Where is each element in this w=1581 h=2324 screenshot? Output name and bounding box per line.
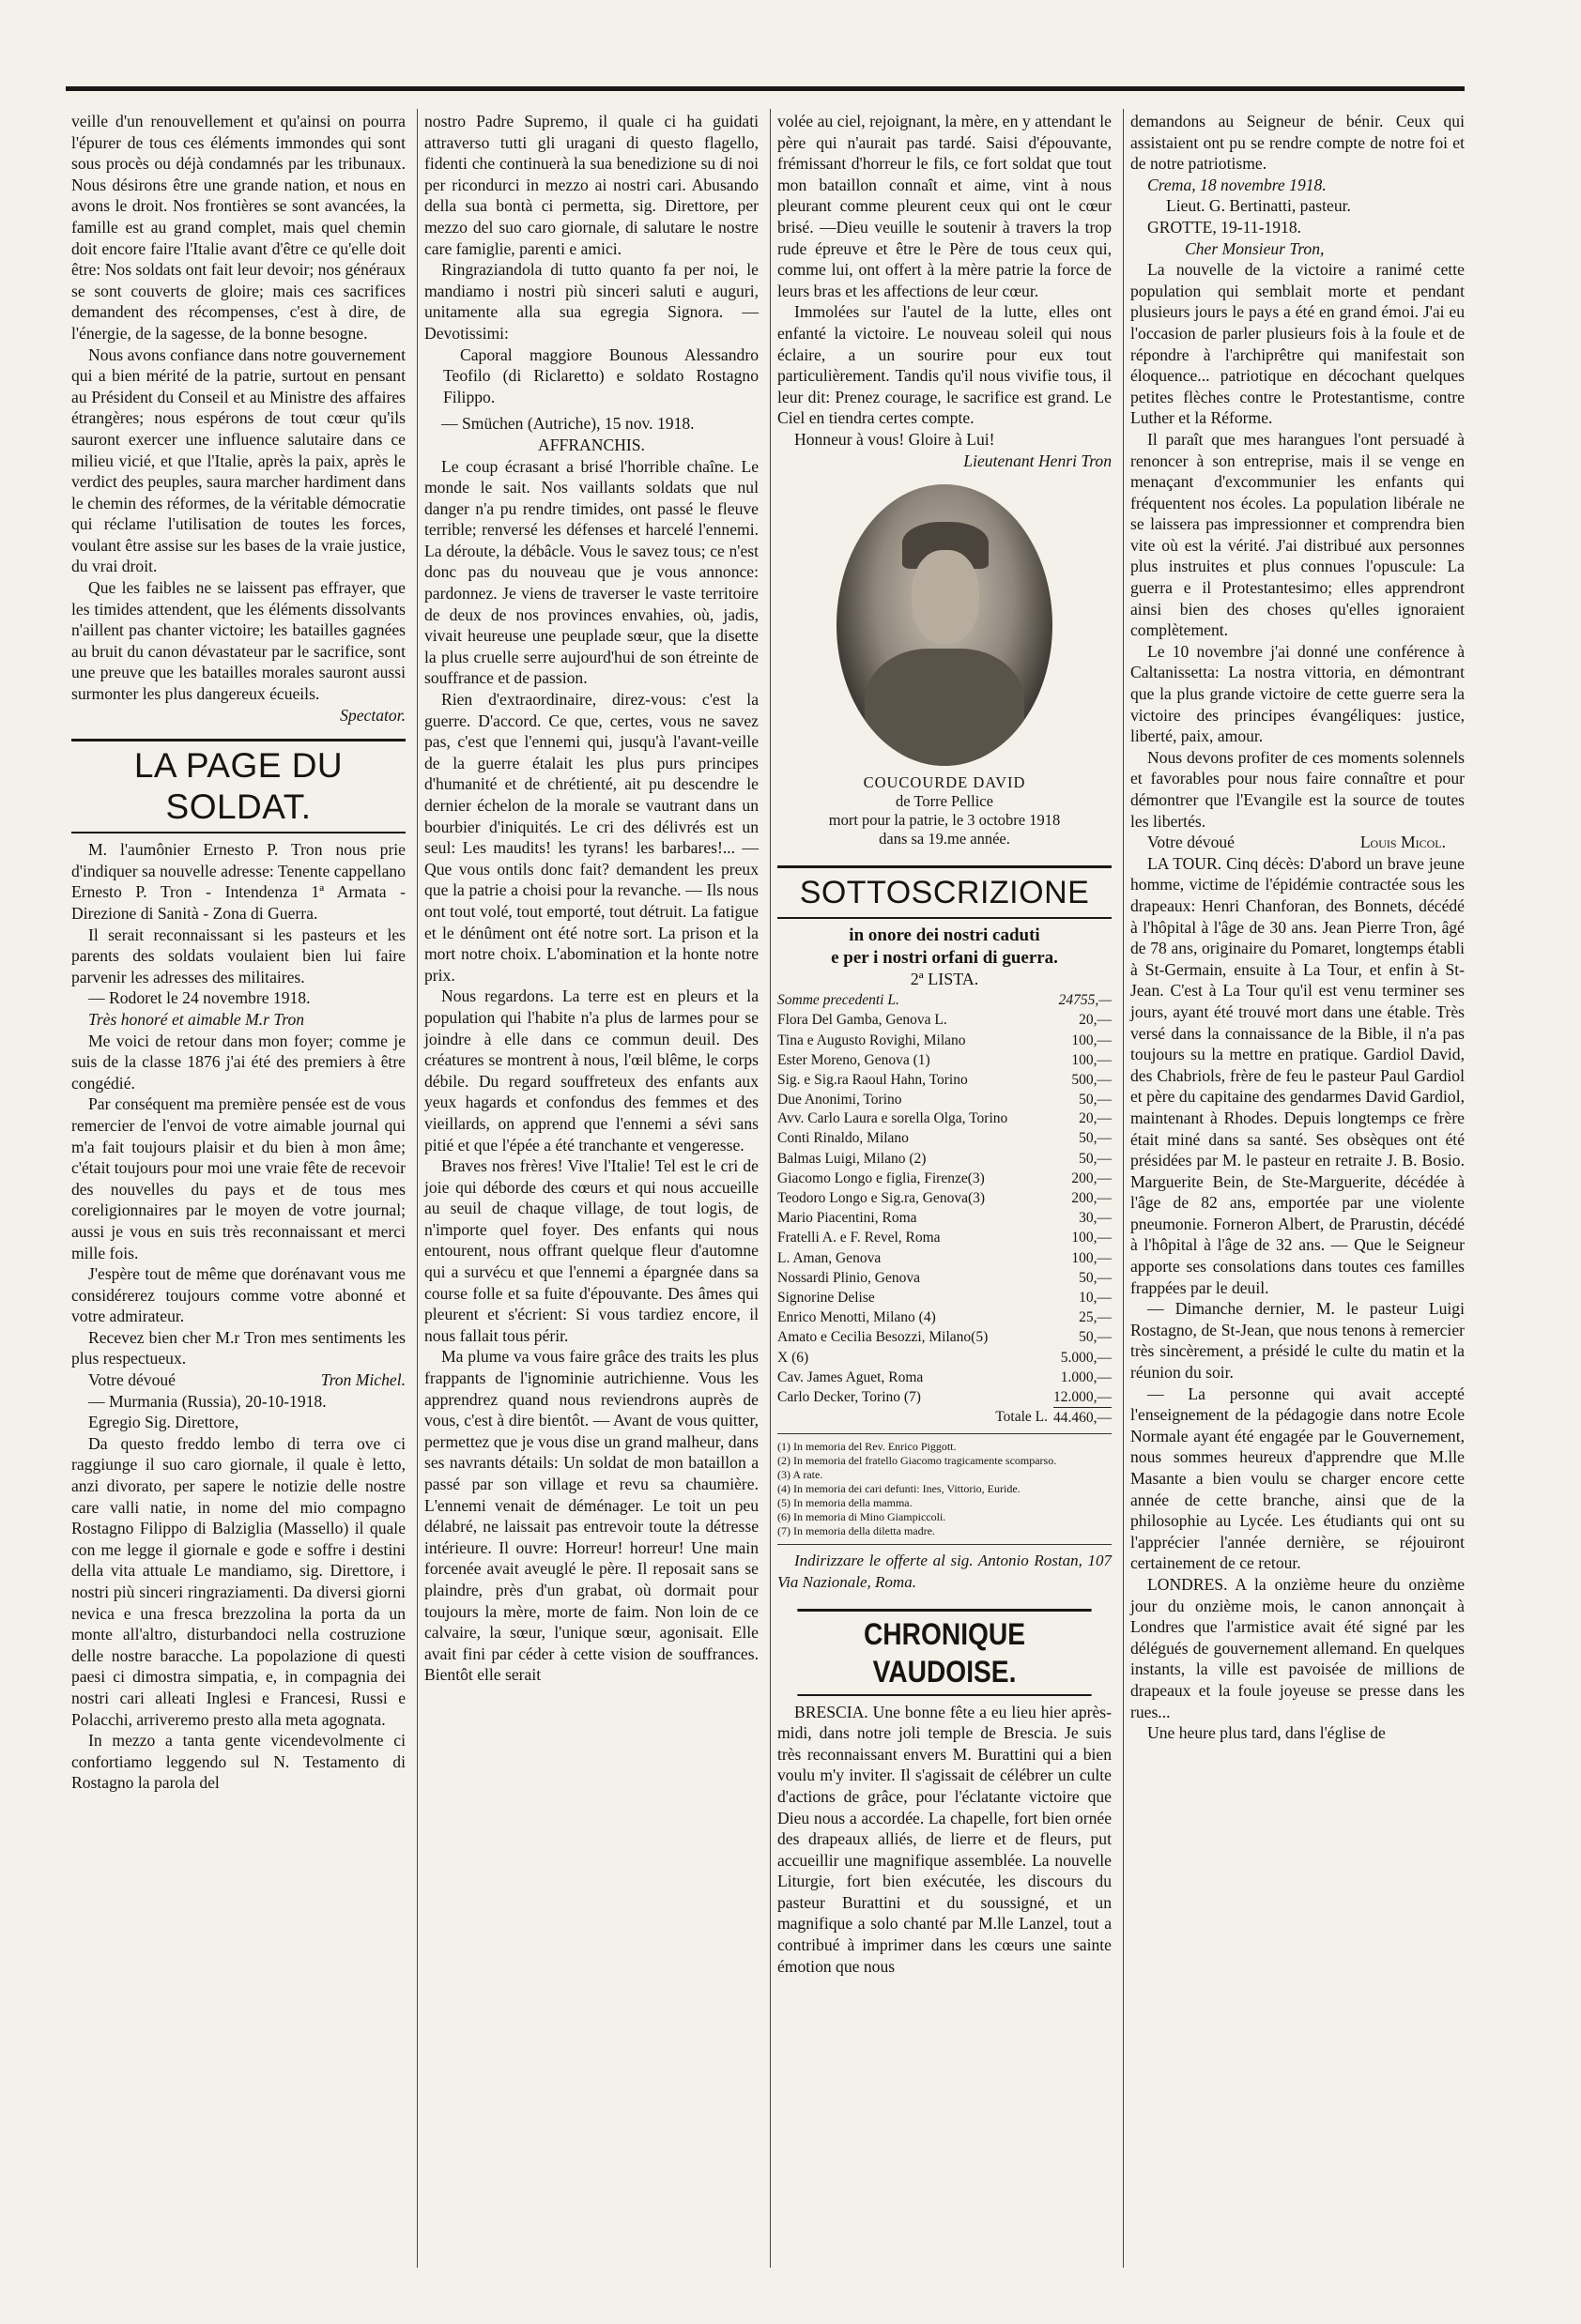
donor-name: Fratelli A. e F. Revel, Roma	[777, 1230, 941, 1246]
subscription-total	[777, 1407, 1112, 1428]
donation-amount: 5.000,—	[1060, 1349, 1112, 1366]
donation-amount: 100,—	[1071, 1249, 1112, 1266]
column-divider	[1123, 109, 1124, 2268]
subscription-row	[777, 1169, 1112, 1188]
article-paragraph: veille d'un renouvellement et qu'ainsi on pourra l'épurer de tous ces éléments immondes qui sont sous procès ou déjà condamnés par les tribunaux. Nous désirons être une grande nation, et nous en avons le droit. Nos frontières se sont avancées, la famille est au grand complet, mais quel chemin doit encore faire l'Italie avant d'être ce qu'elle doit être: Nos soldats ont fait leur devoir; nos généraux se sont couverts de gloire; mais ces sacrifices demandent des récompenses, c'est à dire, de l'énergie, de la sagesse, de la bonne besogne.	[71, 112, 406, 343]
column-3	[777, 111, 1112, 1977]
donation-amount: 100,—	[1071, 1230, 1112, 1246]
total-label: Totale L.	[995, 1409, 1048, 1426]
article-paragraph: — La personne qui avait accepté l'enseignement de la pédagogie dans notre Ecole Normale ayant été engagée par le Gouvernement, nous sommes heureux d'apprendre que M.lle Masante a bien voulu se charger encore cette année de cette branche, ainsi que de la philosophie au Lycée. Les étudiants qui ont su l'apprécier l'année dernière, se réjouiront certainement de ce retour.	[1130, 1384, 1465, 1573]
article-paragraph: Honneur à vous! Gloire à Lui!	[794, 429, 995, 449]
author-signature: Lieut. G. Bertinatti, pasteur.	[1166, 196, 1351, 216]
donor-name: Flora Del Gamba, Genova L.	[777, 1012, 947, 1029]
letter-salutation: Cher Monsieur Tron,	[1185, 238, 1325, 258]
article-paragraph: Le 10 novembre j'ai donné une conférence à Caltanissetta: La nostra vittoria, en démontrant que la plus grande victoire de cette guerre sera la victoire des principes évangéliques: justice, liberté, paix, amour.	[1130, 641, 1465, 746]
column-4	[1130, 111, 1465, 1744]
subscription-row	[777, 990, 1112, 1010]
column-divider	[417, 109, 418, 2268]
letter-salutation: Egregio Sig. Direttore,	[88, 1413, 239, 1432]
donation-amount: 100,—	[1071, 1051, 1112, 1068]
article-paragraph: LA TOUR. Cinq décès: D'abord un brave jeune homme, victime de l'épidémie contractée sous les drapeaux: Henri Chanforan, des Bonnets, décédé à l'hôpital à l'âge de 30 ans. Jean Pierre Tron, âgé de 78 ans, originaire du Pomaret, longtemps établi à St-Germain, ensuite à La Tour, et enfin à St-Jean. C'est à La Tour qu'il est venu terminer ses jours, ayant été trouvé mort dans une étable. Très versé dans la connaissance de la Bible, il n'a pas toujours su la mettre en pratique. Gardiol David, des Chabriols, frère de feu le pasteur Paul Gardiol et père du capitaine des gendarmes David Gardiol, maintenant à Rhodes. Depuis longtemps ce frère était miné dans sa santé. Ses obsèques ont été présidées par M. le pasteur en retraite J. B. Bosio. Marguerite Bein, de Ste-Marguerite, décédée à l'âge de 82 ans, emportée par une violente pneumonie. Forneron Albert, de Prarustin, décédé à l'hôpital à l'âge de 32 ans. — Que le Seigneur apporte ses consolations dans toutes ces familles frappées par le deuil.	[1130, 853, 1465, 1297]
newspaper-page	[66, 81, 1465, 2286]
article-paragraph: Que les faibles ne se laissent pas effrayer, que les timides attendent, que les éléments dissolvants n'aillent pas chanter victoire; les batailles gagnées au bruit du canon dévastateur par le sacrifice, sont une preuve que les batailles morales sauront aussi surmonter les plus dangereux écueils.	[71, 578, 406, 704]
letter-dateline: GROTTE, 19-11-1918.	[1147, 217, 1302, 237]
donation-amount: 500,—	[1071, 1071, 1112, 1088]
donor-name: Nossardi Plinio, Genova	[777, 1269, 920, 1286]
subscription-row	[777, 1387, 1112, 1407]
subscription-row	[777, 1307, 1112, 1327]
author-signature: Spectator.	[340, 705, 406, 725]
article-paragraph: Immolées sur l'autel de la lutte, elles ont enfanté la victoire. Le nouveau soleil qui nous éclaire, a un sourire pour eux tout particulièrement. Tandis qu'il nous vivifie tous, il leur dit: Prenez courage, le sacrifice est grand. Le Ciel en tiendra certes compte.	[777, 302, 1112, 428]
article-title-affranchis: AFFRANCHIS.	[538, 435, 645, 454]
article-paragraph: nostro Padre Supremo, il quale ci ha guidati attraverso tutti gli uragani di questo flagello, fidenti che continuerà la sua benedizione su di noi per ricondurci in mezzo ai nostri cari. Abusando della sua bontà ci permetta, sig. Direttore, per mezzo del suo caro giornale, di salutare le nostre care famiglie, parenti e amici.	[424, 112, 759, 258]
article-paragraph: — Dimanche dernier, M. le pasteur Luigi Rostagno, de St-Jean, que nous tenons à remercier très sincèrement, a présidé le culte du matin et la réunion du soir.	[1130, 1299, 1465, 1383]
donor-name: Cav. James Aguet, Roma	[777, 1368, 924, 1385]
closing-text: Votre dévoué	[1147, 833, 1235, 852]
article-paragraph: volée au ciel, rejoignant, la mère, en y attendant le père qui n'aurait pas tardé. Saisi d'épouvante, frémissant d'horreur le fils, ce fort soldat que tout mon bataillon connaît et aime, vint à nous pleurant comme pleurent ceux qui ont le cœur brisé. —Dieu veuille le soutenir à travers la trop rude épreuve et être le Père de tous ceux qui, comme lui, ont offert à la mère patrie la force de leurs bras et les affections de leur cœur.	[777, 112, 1112, 300]
article-paragraph: Une heure plus tard, dans l'église de	[1147, 1723, 1386, 1743]
footnote: (7) In memoria della diletta madre.	[777, 1524, 935, 1538]
article-paragraph: LONDRES. A la onzième heure du onzième jour du onzième mois, le canon annonçait à Londres que l'armistice avait été signé par les délégués de gouvernement allemand. En quelques instants, la ville est pavoisée de millions de drapeaux et la foule joyeuse se presse dans les rues...	[1130, 1574, 1465, 1721]
donation-amount: 1.000,—	[1060, 1368, 1112, 1385]
donor-name: Ester Moreno, Genova (1)	[777, 1051, 930, 1068]
article-paragraph: Rien d'extraordinaire, direz-vous: c'est la guerre. D'accord. Ce que, certes, vous ne savez pas, c'est que l'ennemi qui, jusqu'à l'avant-veille de la guerre étalait les plus purs principes d'humanité et de chrétienté, ait pu descendre le dernier échelon de la morale se vautrant dans un bourbier d'iniquités. Le cri des délivrés est un seul: Les maudits! les tyrans! les barbares!... — Que vous ontils donc fait? demandent les preux que la patrie a choisi pour la revanche. — Ils nous ont tout volé, tout emporté, tout détruit. La fatigue et le dénûment ont été notre sort. La prison et la mort notre choix. L'abomination et la honte notre prix.	[424, 690, 759, 985]
donor-name: Balmas Luigi, Milano (2)	[777, 1150, 927, 1167]
donation-amount: 30,—	[1079, 1210, 1112, 1227]
article-paragraph: Ringraziandola di tutto quanto fa per noi, le mandiamo i nostri più sinceri saluti e auguri, unitamente alla sua egregia Signora. — Devotissimi:	[424, 260, 759, 343]
donation-amount: 20,—	[1079, 1012, 1112, 1029]
subscription-row	[777, 1208, 1112, 1228]
donor-name: Somme precedenti L.	[777, 992, 899, 1009]
section-heading-chronique: CHRONIQUE VAUDOISE.	[797, 1609, 1091, 1696]
article-paragraph: J'espère tout de même que dorénavant vous me considérerez toujours comme votre abonné et votre admirateur.	[71, 1264, 406, 1326]
footnote: (2) In memoria del fratello Giacomo tragicamente scomparso.	[777, 1454, 1057, 1468]
footnote: (5) In memoria della mamma.	[777, 1496, 913, 1510]
section-heading-soldat: LA PAGE DU SOLDAT.	[71, 739, 406, 833]
letter-dateline: — Smüchen (Autriche), 15 nov. 1918.	[441, 414, 695, 434]
donor-name: Giacomo Longo e figlia, Firenze(3)	[777, 1170, 985, 1186]
donor-name: Mario Piacentini, Roma	[777, 1210, 917, 1227]
donor-name: Carlo Decker, Torino (7)	[777, 1388, 921, 1405]
article-paragraph: demandons au Seigneur de bénir. Ceux qui assistaient ont pu se rendre compte de notre foi et de notre patriotisme.	[1130, 112, 1465, 174]
footnotes	[777, 1440, 1112, 1538]
donor-name: Teodoro Longo e Sig.ra, Genova(3)	[777, 1189, 986, 1206]
donor-name: Signorine Delise	[777, 1289, 875, 1306]
article-paragraph: Le coup écrasant a brisé l'horrible chaîne. Le monde le sait. Nos vaillants soldats que nul danger n'a pu rendre timides, ont passé le fleuve terrible; renversé les défenses et harcelé l'ennemi. La déroute, la débâcle. Vous le savez tous; ce n'est donc pas du nouveau que je vous annonce: pardonnez. Je viens de traverser le vaste territoire de deux de nos provinces envahies, où, jadis, vivait heureuse une peuplade sœur, que la disette la plus cruelle serre aujourd'hui de son étreinte de souffrance et de passion.	[424, 456, 759, 688]
article-paragraph: Par conséquent ma première pensée est de vous remercier de l'envoi de votre aimable journal qui m'a fait toujours plaisir et du bien à mon âme; c'était toujours pour moi une vraie fête de recevoir des nouvelles du pays et de tous mes coreligionnaires par le moyen de votre journal; aussi je vous en suis très reconnaissant et merci mille fois.	[71, 1094, 406, 1262]
portrait-caption-name: COUCOURDE DAVID	[863, 773, 1026, 792]
article-paragraph: Nous avons confiance dans notre gouvernement qui a bien mérité de la patrie, surtout en pensant au Président du Conseil et au Ministre des affaires étrangères; nous espérons de tout cœur qu'ils sauront exercer une influence salutaire dans ce milieu vicié, et que l'Italie, après la paix, après le verdict des peuples, saura marcher hardiment dans le chemin des réformes, de la véritable démocratie qui réclame l'utilisation de toutes les forces, voulant être assise sur les bases de la vraie justice, du vrai droit.	[71, 344, 406, 576]
article-paragraph: M. l'aumônier Ernesto P. Tron nous prie d'indiquer sa nouvelle adresse: Tenente cappellano Ernesto P. Tron - Intendenza 1ª Armata - Direzione di Sanità - Zona di Guerra.	[71, 840, 406, 923]
article-paragraph: Nous regardons. La terre est en pleurs et la population qui l'habite n'a plus de larmes pour se joindre à elle dans ce commun deuil. Des créatures se montrent à nous, l'œil blême, le corps débile. Du regard souffreteux des enfants aux yeux hagards et confondus des femmes et des vieillards, on apprend que l'ennemi a sévi sans pitié et que l'épée a été tranchante et vengeresse.	[424, 986, 759, 1154]
portrait-caption-age: dans sa 19.me année.	[879, 830, 1010, 849]
article-paragraph: Il paraît que mes harangues l'ont persuadé à renoncer à son entreprise, mais il se venge en menaçant d'excommunier les enfants qui fréquentent nos écoles. La population libérale ne se laissera pas impressionner et comprendra bien vite où est la vérité. J'ai distribué aux personnes plus instruites et plus connues l'opuscule: La guerra e il Protestantesimo; elles apprendront ainsi bien des choses qu'elles ignoraient complètement.	[1130, 429, 1465, 640]
donation-amount: 10,—	[1079, 1289, 1112, 1306]
footnote: (6) In memoria di Mino Giampiccoli.	[777, 1510, 946, 1524]
portrait-face	[912, 550, 979, 644]
article-paragraph: Ma plume va vous faire grâce des traits les plus frappants de l'ignominie autrichienne. Vous les apprendrez quand nous reviendrons auprès de vous, c'est à dire bientôt. — Avant de vous quitter, permettez que je vous dise un grand malheur, dans ses navrants détails: Un soldat de mon bataillon a passé par son village et revu sa chaumière. L'ennemi venait de déménager. Le toit un peu délabré, ne laissait pas entrevoir toute la détresse intérieure. Il ouvre: Horreur! horreur! Une main forcenée avait aveuglé le père. Il reposait sans se plaindre, près d'un grabat, où dormait pour toujours la mère, morte de faim. Non loin de ce calvaire, la sœur, l'unique sœur, agonisait. Elle avait fini par céder à cette vision de souffrances. Bientôt elle serait	[424, 1347, 759, 1685]
donor-name: X (6)	[777, 1349, 809, 1366]
author-signature: Louis Micol.	[1359, 833, 1446, 852]
subscription-row	[777, 1050, 1112, 1070]
subscription-row	[777, 1248, 1112, 1268]
letter-signature: Caporal maggiore Bounous Alessandro Teofilo (di Riclaretto) e soldato Rostagno Filippo.	[443, 344, 759, 406]
subscription-row	[777, 1288, 1112, 1307]
subscription-row	[777, 1268, 1112, 1288]
article-paragraph: La nouvelle de la victoire a ranimé cette population qui semblait morte et pendant plusieurs jours le pays a été en grand émoi. J'ai eu l'occasion de parler plusieurs fois à la foule et de répondre à l'archiprêtre qui manifestait son éloquence... patriotique en décochant quelques petites flèches contre le Protestantisme, contre Luther et la Réforme.	[1130, 260, 1465, 428]
column-1	[71, 111, 406, 1794]
subscription-row	[777, 1368, 1112, 1387]
letter-closing	[71, 1369, 406, 1391]
donor-name: Due Anonimi, Torino	[777, 1092, 902, 1108]
donation-amount: 25,—	[1079, 1309, 1112, 1326]
footnote: (3) A rate.	[777, 1468, 823, 1482]
donation-amount: 50,—	[1079, 1092, 1112, 1108]
donor-name: Amato e Cecilia Besozzi, Milano(5)	[777, 1329, 989, 1346]
subscription-row	[777, 1348, 1112, 1368]
column-divider	[770, 109, 771, 2268]
subscription-list	[777, 990, 1112, 1428]
donation-amount: 100,—	[1071, 1032, 1112, 1048]
article-paragraph: Nous devons profiter de ces moments solennels et favorables pour nous faire connaître et pour démontrer que l'Evangile est la source de toutes les libertés.	[1130, 747, 1465, 831]
article-paragraph: Da questo freddo lembo di terra ove ci raggiunge il suo caro giornale, il quale è letto, anzi divorato, per sapere le notizie delle nostre care valli natie, in nome del mio compagno Rostagno Filippo di Balziglia (Massello) il quale con me legge il giornale e gode e soffre i destini della vita attuale Le mandiamo, sig. Direttore, i nostri più sinceri ringraziamenti. Da diversi giorni nevica e una fresca brezzolina la porta da un monte all'altro, disturbandoci nella costruzione delle nostre baracche. La popolazione di questi paesi ci dimostra simpatia, e, in compagnia dei nostri cari alleati Inglesi e Francesi, Russi e Polacchi, arriveremo presto alla meta agognata.	[71, 1433, 406, 1729]
letter-dateline: — Rodoret le 24 novembre 1918.	[88, 988, 311, 1008]
subscription-list-number: 2ª LISTA.	[910, 970, 979, 989]
article-paragraph: Me voici de retour dans mon foyer; comme je suis de la classe 1876 j'ai été des premiers à être congédié.	[71, 1031, 406, 1093]
subscription-subtitle: in onore dei nostri caduti	[849, 925, 1040, 946]
section-heading-sottoscrizione: SOTTOSCRIZIONE	[777, 865, 1112, 919]
donor-name: Sig. e Sig.ra Raoul Hahn, Torino	[777, 1071, 968, 1088]
total-amount: 44.460,—	[1053, 1407, 1112, 1428]
subscription-subtitle: e per i nostri orfani di guerra.	[831, 948, 1058, 969]
subscription-row	[777, 1128, 1112, 1148]
portrait-uniform	[865, 649, 1024, 766]
subscription-row	[777, 1228, 1112, 1247]
letter-dateline: — Murmania (Russia), 20-10-1918.	[88, 1391, 327, 1411]
subscription-row	[777, 1149, 1112, 1169]
subscription-row	[777, 1070, 1112, 1090]
donation-amount: 50,—	[1079, 1150, 1112, 1167]
divider	[777, 1433, 1112, 1434]
article-paragraph: Braves nos frères! Vive l'Italie! Tel est le cri de joie qui déborde des cœurs et qui nous accueille au seuil de chaque village, de tout logis, de n'importe quel foyer. Des enfants qui nous entourent, nous offrant quelque fleur d'automne qui a survécu et que l'ennemi a épargnée dans sa course folle et sa fuite d'épouvante. Des âmes qui pleurent et s'écrient: Si vous tardiez encore, il nous fallait tous périr.	[424, 1156, 759, 1345]
donor-name: Avv. Carlo Laura e sorella Olga, Torino	[777, 1110, 1008, 1127]
closing-text: Votre dévoué	[88, 1370, 176, 1390]
donation-amount: 20,—	[1079, 1110, 1112, 1127]
portrait-caption-origin: de Torre Pellice	[896, 792, 993, 811]
donor-name: Enrico Menotti, Milano (4)	[777, 1309, 936, 1326]
article-paragraph: Il serait reconnaissant si les pasteurs et les parents des soldats voulaient bien lui faire parvenir les adresses des militaires.	[71, 925, 406, 986]
subscription-row	[777, 1327, 1112, 1347]
soldier-portrait	[837, 484, 1052, 766]
subscription-row	[777, 1109, 1112, 1128]
donation-amount: 200,—	[1071, 1170, 1112, 1186]
letter-dateline: Crema, 18 novembre 1918.	[1147, 175, 1327, 194]
column-2	[424, 111, 759, 1686]
subscription-row	[777, 1031, 1112, 1050]
subscription-row	[777, 1010, 1112, 1030]
subscription-row	[777, 1090, 1112, 1109]
donation-amount: 50,—	[1079, 1329, 1112, 1346]
donor-name: Tina e Augusto Rovighi, Milano	[777, 1032, 966, 1048]
article-paragraph: In mezzo a tanta gente vicendevolmente ci confortiamo leggendo sul N. Testamento di Rostagno la parola del	[71, 1731, 406, 1793]
donation-amount: 12.000,—	[1053, 1388, 1112, 1405]
donation-amount: 200,—	[1071, 1189, 1112, 1206]
footnote: (1) In memoria del Rev. Enrico Piggott.	[777, 1440, 957, 1454]
author-signature: Lieutenant Henri Tron	[963, 451, 1112, 470]
letter-closing	[1130, 832, 1465, 853]
article-paragraph: Recevez bien cher M.r Tron mes sentiments les plus respectueux.	[71, 1327, 406, 1368]
donation-amount: 50,—	[1079, 1130, 1112, 1147]
footnote: (4) In memoria dei cari defunti: Ines, Vittorio, Euride.	[777, 1482, 1021, 1496]
donation-address: Indirizzare le offerte al sig. Antonio Rostan, 107 Via Nazionale, Roma.	[777, 1552, 1112, 1591]
author-signature: Tron Michel.	[320, 1370, 406, 1390]
donor-name: L. Aman, Genova	[777, 1249, 882, 1266]
donation-amount: 50,—	[1079, 1269, 1112, 1286]
divider	[777, 1544, 1112, 1545]
donor-name: Conti Rinaldo, Milano	[777, 1130, 909, 1147]
portrait-caption-death: mort pour la patrie, le 3 octobre 1918	[828, 811, 1061, 830]
letter-salutation: Très honoré et aimable M.r Tron	[88, 1009, 305, 1029]
donation-amount: 24755,—	[1058, 992, 1112, 1009]
article-paragraph: BRESCIA. Une bonne fête a eu lieu hier après-midi, dans notre joli temple de Brescia. Je suis très reconnaissant envers M. Burattini qui a bien voulu m'y inviter. Il s'agissait de célébrer un culte d'actions de grâce, pour l'éclatante victoire que Dieu nous a accordée. La chapelle, fort bien ornée des drapeaux alliés, de lierre et de fleurs, put accueillir une magnifique assemblée. La nouvelle Liturgie, fort bien exécutée, les discours du pasteur Burattini et du soussigné, et un magnifique a solo chanté par M.lle Lanzel, tout a contribué à imprimer dans les cœurs une sainte émotion que nous	[777, 1702, 1112, 1976]
subscription-row	[777, 1188, 1112, 1208]
